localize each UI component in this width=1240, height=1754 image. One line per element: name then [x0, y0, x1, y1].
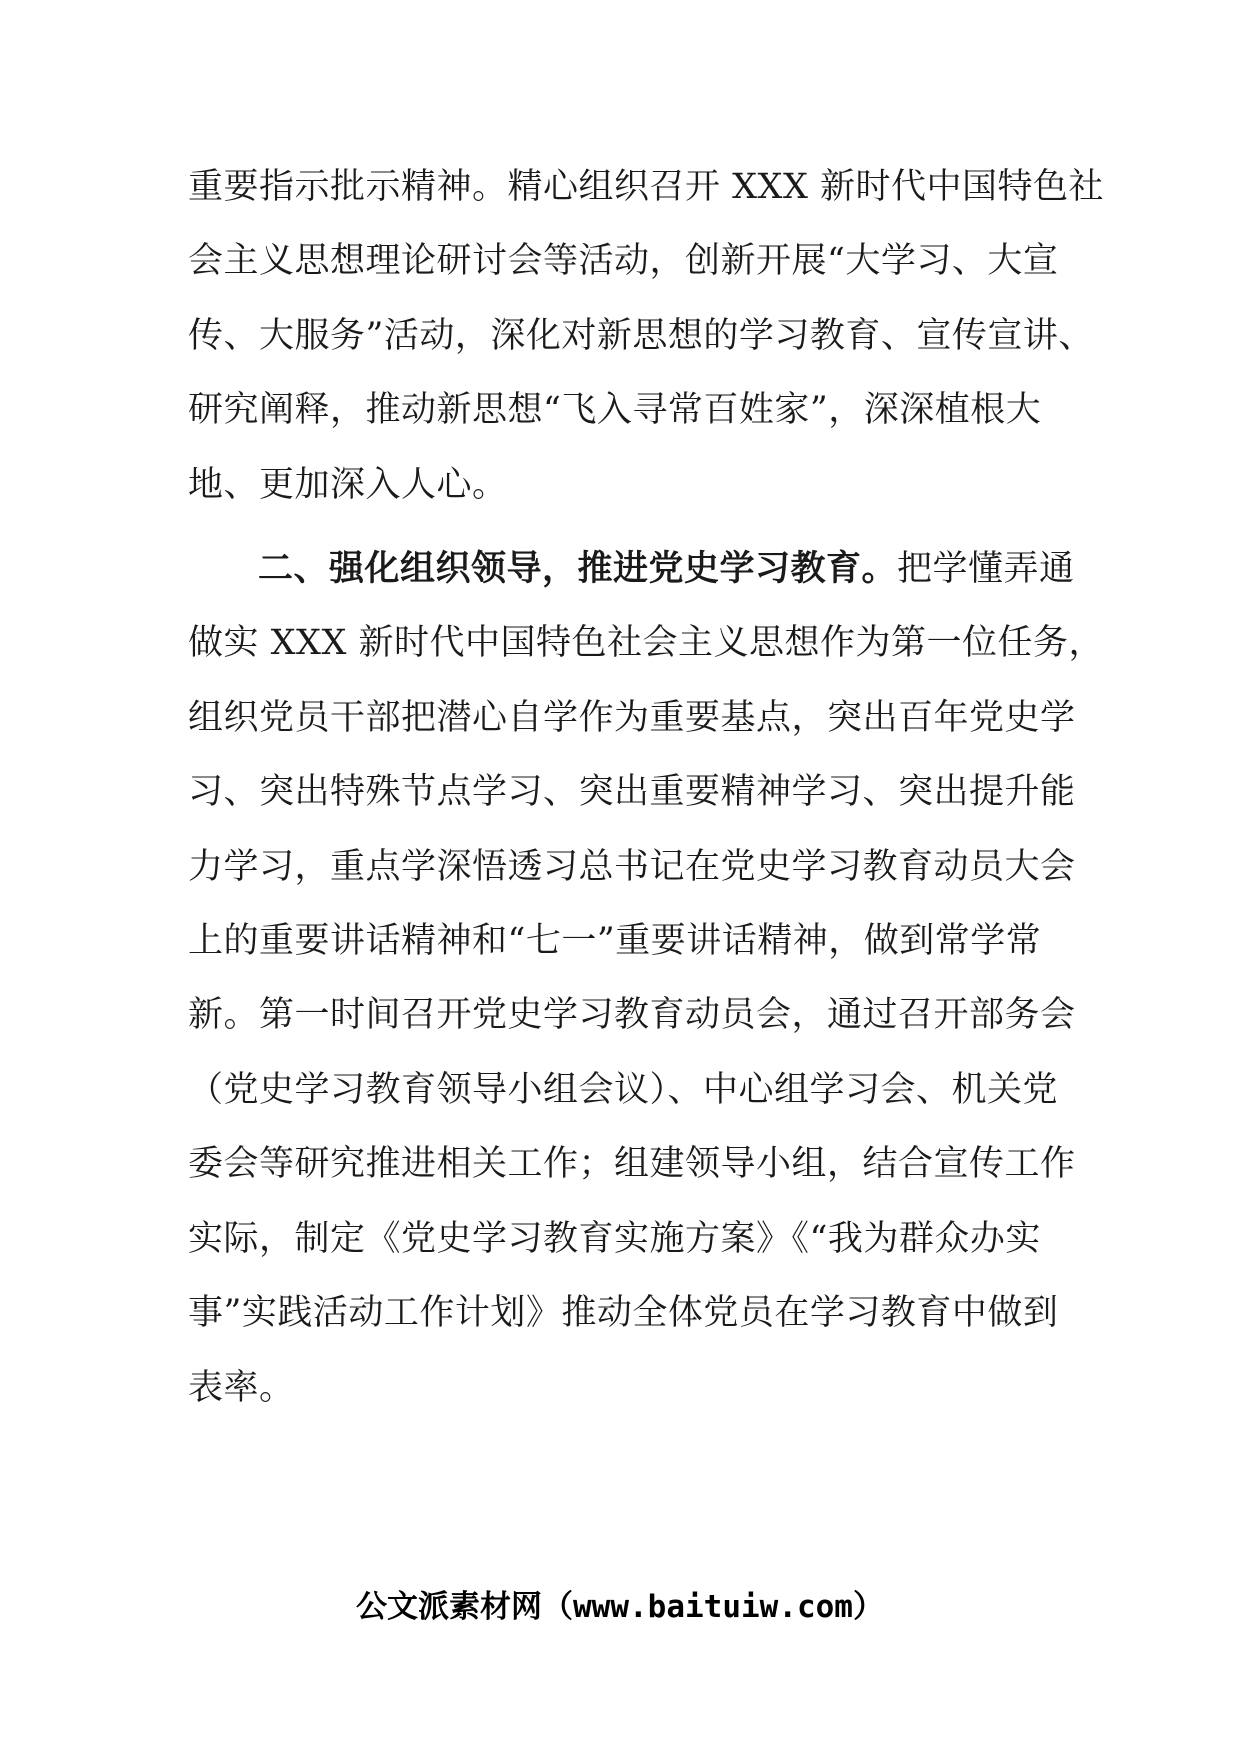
paragraph-line: 传、大服务”活动，深化对新思想的学习教育、宣传宣讲、 [188, 315, 1094, 356]
footer-url-link[interactable]: www.baituiw.com [573, 1589, 853, 1625]
footer-open-paren: （ [542, 1589, 574, 1625]
paragraph-line: 上的重要讲话精神和“七一”重要讲话精神，做到常学常 [188, 921, 1042, 962]
paragraph-line: 会主义思想理论研讨会等活动，创新开展“大学习、大宣 [188, 241, 1059, 282]
paragraph-first-line [188, 532, 1075, 606]
paragraph-line: 新。第一时间召开党史学习教育动员会，通过召开部务会 [188, 995, 1076, 1036]
document-body [188, 150, 1105, 1425]
paragraph-line: 委会等研究推进相关工作；组建领导小组，结合宣传工作 [188, 1144, 1076, 1185]
paragraph-line: 习、突出特殊节点学习、突出重要精神学习、突出提升能 [188, 772, 1076, 813]
paragraph-line: 重要指示批示精神。精心组织召开 XXX 新时代中国特色社 [188, 167, 1105, 207]
paragraph-1 [188, 150, 1105, 522]
paragraph-line: 实际，制定《党史学习教育实施方案》《“我为群众办实 [188, 1218, 1041, 1259]
paragraph-line: 地、更加深入人心。 [188, 464, 508, 505]
paragraph-line: 做实 XXX 新时代中国特色社会主义思想作为第一位任务， [188, 623, 1105, 664]
paragraph-line-rest: 把学懂弄通 [897, 549, 1075, 590]
paragraph-line: 研究阐释，推动新思想“飞入寻常百姓家”，深深植根大 [188, 390, 1042, 431]
paragraph-line: 表率。 [188, 1367, 295, 1408]
paragraph-line: 力学习，重点学深悟透习总书记在党史学习教育动员大会 [188, 846, 1076, 887]
paragraph-line: 组织党员干部把潜心自学作为重要基点，突出百年党史学 [188, 697, 1076, 738]
paragraph-line: 事”实践活动工作计划》推动全体党员在学习教育中做到 [188, 1293, 1059, 1334]
footer-close-paren: ） [852, 1589, 884, 1625]
footer-site-name: 公文派素材网 [356, 1589, 543, 1625]
section-heading: 二、强化组织领导，推进党史学习教育。 [258, 548, 898, 590]
paragraph-2 [188, 532, 1105, 1425]
page-footer [0, 1582, 1240, 1632]
paragraph-line: （党史学习教育领导小组会议）、中心组学习会、机关党 [188, 1069, 1059, 1110]
